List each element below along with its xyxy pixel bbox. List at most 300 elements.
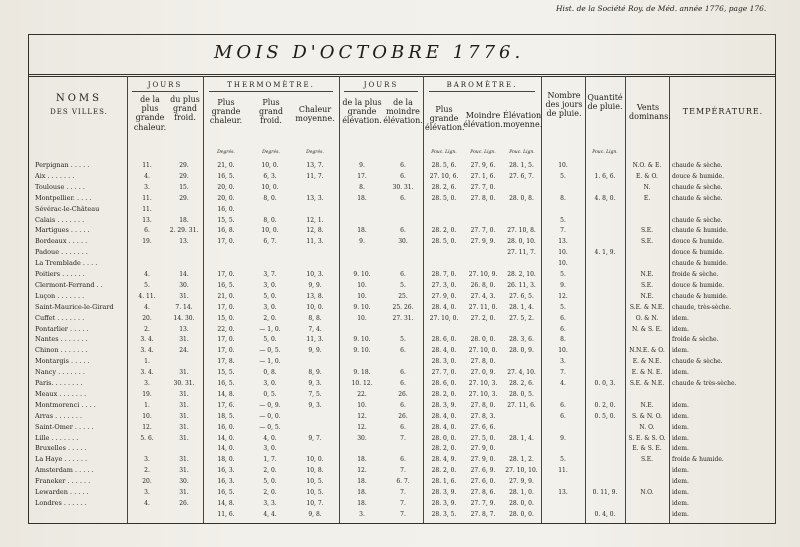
cell-tavg: 7, 5. <box>308 390 322 398</box>
cell-temp: douce & humide. <box>672 249 725 257</box>
cell-temp: froide & humide. <box>672 456 724 464</box>
cell-bmin: 27. 10, 0. <box>468 347 498 355</box>
cell-b1: 9. 10. <box>353 303 371 311</box>
cell-bmax <box>424 248 464 257</box>
title-rule-double <box>29 76 775 77</box>
cell-tmin: — 0, 0. <box>259 412 281 420</box>
cell-tavg <box>293 412 337 421</box>
page-title: MOIS D'OCTOBRE 1776. <box>214 42 525 63</box>
cell-wind: N.E. <box>640 271 654 278</box>
cell-tavg <box>293 183 337 192</box>
baro-col1-header: Plus grande élévation. <box>425 105 465 133</box>
cell-bmin: 27. 9, 9. <box>470 238 496 246</box>
cell-bavg <box>502 325 541 334</box>
cell-bavg: 27. 6, 5. <box>509 292 534 300</box>
cell-tmax: 16, 5. <box>217 281 235 289</box>
cell-qty: 0. 5, 0. <box>594 412 616 420</box>
cell-j2: 31. <box>179 456 189 464</box>
cell-j2: 30. <box>179 281 189 289</box>
cell-tmin <box>249 259 291 268</box>
cell-b2: 6. <box>400 380 406 387</box>
cell-j2 <box>166 248 202 257</box>
cell-j1: 3. <box>144 380 150 387</box>
cell-b2 <box>383 205 423 214</box>
unit-label: Pouc. Lign. <box>470 150 496 155</box>
cell-name: Londres . . . . . . <box>35 498 87 507</box>
cell-b2: 7. <box>400 510 406 518</box>
cell-temp: douce & humide. <box>672 238 725 246</box>
cell-name: Toulouse . . . . . <box>35 182 85 191</box>
cell-temp: chaude & sèche. <box>672 183 723 191</box>
cell-j1 <box>129 248 165 257</box>
cell-bmax: 28. 3, 9. <box>431 489 457 496</box>
cell-b2 <box>383 259 423 268</box>
cell-rain: 6. <box>560 325 566 333</box>
cell-b2: 26. <box>398 390 408 398</box>
cell-qty <box>586 477 624 486</box>
cell-tmax: 16, 8. <box>217 227 235 235</box>
thermo-col2-header: Plus grand froid. <box>259 98 283 126</box>
cell-b1 <box>340 444 384 453</box>
cell-tmax: 14, 8. <box>217 390 235 398</box>
cell-bmax: 28. 4, 0. <box>431 412 457 420</box>
cell-temp: froide & sèche. <box>672 336 719 344</box>
cell-rain <box>543 444 583 453</box>
cell-j1: 3. 4. <box>140 369 154 377</box>
cell-qty <box>586 357 624 366</box>
title-rule <box>29 74 775 75</box>
cell-bmax: 28. 5, 0. <box>431 194 457 202</box>
cell-tmin <box>249 205 291 214</box>
cell-tavg: 8, 8. <box>308 314 322 322</box>
cell-name: Saint-Maurice-le-Girard <box>35 302 114 311</box>
cell-qty <box>586 499 624 508</box>
cell-b1: 9. 10. <box>353 271 371 278</box>
cell-bmin: 27. 10, 3. <box>468 380 498 387</box>
cell-bavg <box>502 412 541 421</box>
cell-qty <box>586 434 624 443</box>
cell-bavg: 28. 2, 10. <box>507 271 536 278</box>
cell-tmax: 18, 0. <box>217 456 235 464</box>
cell-qty <box>586 444 624 453</box>
cell-bmin: 27. 7, 0. <box>470 227 496 235</box>
cell-temp: idem. <box>672 325 689 333</box>
cell-tmin: 10, 0. <box>261 227 279 235</box>
cell-bmax: 28. 2, 0. <box>431 390 457 398</box>
cell-j2: 31. <box>179 401 189 409</box>
cell-temp: idem. <box>672 423 689 431</box>
cell-b2: 6. <box>400 172 406 180</box>
cell-tmin: 2, 0. <box>263 489 277 496</box>
cell-b1: 3. <box>359 510 365 518</box>
cell-j1: 4. <box>144 172 150 180</box>
cell-j2: 13. <box>179 325 189 333</box>
cell-tmin: — 0, 5. <box>259 347 281 355</box>
table-row <box>29 183 775 192</box>
cell-bmin <box>463 216 503 225</box>
cell-temp: idem. <box>672 369 689 377</box>
cell-bmax: 27. 10, 0. <box>429 314 459 322</box>
cell-tmin: 3, 0. <box>263 445 277 453</box>
table-row <box>29 314 775 323</box>
cell-qty <box>586 303 624 312</box>
cell-tavg: 9, 8. <box>308 510 322 518</box>
cell-rain: 13. <box>558 489 568 496</box>
cell-j2: 13. <box>179 238 189 246</box>
cell-j2: 24. <box>179 347 189 355</box>
cell-tmin: 5, 0. <box>263 478 277 486</box>
cell-bmax: 28. 7, 0. <box>431 271 457 278</box>
cell-j2: 29. <box>179 194 189 202</box>
cell-name: La Tremblade . . . . <box>35 259 98 268</box>
group-rule <box>344 91 418 92</box>
cell-wind: S. & N. O. <box>631 412 663 420</box>
cell-temp: chaude & humide. <box>672 227 728 235</box>
cell-j1: 11. <box>142 194 152 202</box>
cell-rain <box>543 183 583 192</box>
cell-b2: 25. 26. <box>392 303 414 311</box>
cell-bmin: 27. 10, 9. <box>468 271 498 278</box>
cell-bmax: 28. 6, 0. <box>431 336 457 344</box>
cell-bmax: 27. 3, 0. <box>431 281 457 289</box>
cell-rain: 8. <box>560 336 566 344</box>
cell-wind: N. & S. E. <box>632 325 662 333</box>
cell-bavg: 27. 11, 7. <box>507 249 536 257</box>
cell-name: Lille . . . . . . . <box>35 433 79 442</box>
cell-bmax: 28. 3, 9. <box>431 499 457 507</box>
cell-j2 <box>166 205 202 214</box>
cell-b2: 7. <box>400 499 406 507</box>
cell-qty <box>586 292 624 301</box>
cell-rain: 6. <box>560 314 566 322</box>
table-row <box>29 390 775 399</box>
cell-rain: 5. <box>560 271 566 278</box>
cell-name: Martigues . . . . . <box>35 226 90 235</box>
jours2-col2-header: de la moindre élévation. <box>383 98 423 126</box>
cell-rain: 6. <box>560 412 566 420</box>
cell-tavg <box>293 259 337 268</box>
cell-name: Chinon . . . . . . . <box>35 346 88 355</box>
cell-tavg: 10, 5. <box>306 478 324 486</box>
cell-wind <box>626 510 668 519</box>
cell-name: Aix . . . . . . . <box>35 171 75 180</box>
cell-tavg <box>293 205 337 214</box>
cell-bavg <box>502 205 541 214</box>
cell-bavg: 28. 1, 0. <box>509 489 534 496</box>
unit-label: Pouc. Lign. <box>509 150 535 155</box>
table-row <box>29 226 775 235</box>
baro-col2-header: Moindre élévation. <box>463 111 503 130</box>
table-row <box>29 423 775 432</box>
cell-tavg: 11, 3. <box>306 336 324 344</box>
cell-bavg: 27. 9, 9. <box>509 478 534 486</box>
cell-j1: 4. <box>144 271 150 278</box>
cell-temp: chaude & sèche. <box>672 358 723 366</box>
cell-rain: 12. <box>558 292 568 300</box>
table-row <box>29 270 775 279</box>
cell-wind <box>626 466 668 475</box>
cell-rain: 5. <box>560 303 566 311</box>
cell-bmin: 27. 7, 0. <box>470 183 496 191</box>
table-row <box>29 455 775 464</box>
cell-j1: 5. 6. <box>140 434 154 442</box>
cell-name: Bordeaux . . . . . <box>35 237 88 246</box>
cell-tavg: 10, 0. <box>306 303 324 311</box>
cell-name: Nancy . . . . . . . <box>35 368 85 377</box>
cell-bmin: 27. 8, 6. <box>470 489 496 496</box>
cell-wind <box>626 205 668 214</box>
cell-j2: 31. <box>179 489 189 496</box>
cell-j2: 14. 30. <box>173 314 195 322</box>
cell-bmin: 27. 11, 0. <box>468 303 498 311</box>
cell-tmax: 17, 0. <box>217 303 235 311</box>
names-header <box>39 93 119 116</box>
cell-qty <box>586 335 624 344</box>
cell-bmax: 28. 2, 0. <box>431 227 457 235</box>
cell-j1: 1. <box>144 358 150 366</box>
cell-qty <box>586 270 624 279</box>
cell-temp <box>672 390 774 399</box>
cell-bavg <box>502 423 541 432</box>
cell-bavg: 27. 5, 2. <box>509 314 534 322</box>
cell-temp: chaude & très-sèche. <box>672 380 737 387</box>
cell-bavg: 27. 11, 6. <box>507 401 536 409</box>
cell-j1: 3. <box>144 489 150 496</box>
cell-bmin: 27. 8, 0. <box>470 401 496 409</box>
cell-bavg: 28. 1, 4. <box>509 303 534 311</box>
cell-tavg <box>293 248 337 257</box>
cell-temp <box>672 205 774 214</box>
cell-bmax: 28. 2, 0. <box>431 445 457 453</box>
cell-wind: N.O. <box>640 489 654 496</box>
cell-qty <box>586 325 624 334</box>
cell-name: Montargis . . . . . <box>35 357 90 366</box>
cell-b1: 18. <box>357 478 367 486</box>
jours1-group-header: JOURS <box>147 81 183 89</box>
cell-tmax: 20, 0. <box>217 194 235 202</box>
cell-b2: 7. <box>400 489 406 496</box>
cell-bavg: 27. 6, 7. <box>509 172 534 180</box>
cell-b2 <box>383 216 423 225</box>
cell-rain <box>543 390 583 399</box>
cell-tavg: 9, 9. <box>308 281 322 289</box>
cell-qty <box>586 314 624 323</box>
cell-tmax: 16, 3. <box>217 478 235 486</box>
cell-b1: 18. <box>357 227 367 235</box>
cell-bmin: 27. 8, 7. <box>470 510 496 518</box>
cell-bmax: 28. 4, 9. <box>431 456 457 464</box>
cell-wind: E. & O. <box>636 172 658 180</box>
cell-tmax <box>205 259 247 268</box>
cell-b1: 10. <box>357 314 367 322</box>
cell-j2: 31. <box>179 390 189 398</box>
unit-label: Degrés. <box>262 150 280 155</box>
cell-b1: 18. <box>357 489 367 496</box>
cell-tmax: 18, 5. <box>217 412 235 420</box>
cell-tavg <box>293 423 337 432</box>
cell-tavg: 7, 4. <box>308 325 322 333</box>
cell-tavg: 11, 3. <box>306 238 324 246</box>
table-row <box>29 444 775 453</box>
cell-wind: S.E. <box>640 281 654 289</box>
cell-j1: 3. 4. <box>140 347 154 355</box>
cell-tmin: 2, 0. <box>263 314 277 322</box>
cell-bmin: 27. 1, 6. <box>470 172 496 180</box>
cell-b2 <box>383 444 423 453</box>
cell-tavg: 8, 9. <box>308 369 322 377</box>
cell-tavg: 9, 9. <box>308 347 322 355</box>
cell-temp: idem. <box>672 314 689 322</box>
cell-j2: 26. <box>179 499 189 507</box>
cell-bavg: 28. 1, 4. <box>509 434 534 442</box>
table-row <box>29 335 775 344</box>
cell-b2 <box>383 357 423 366</box>
cell-rain: 7. <box>560 227 566 235</box>
cell-wind: N.E. <box>640 292 654 300</box>
cell-b2: 6. <box>400 423 406 431</box>
cell-tmin: 0, 5. <box>263 390 277 398</box>
barometer-group-header: BAROMÈTRE. <box>446 81 518 89</box>
cell-name: Nantes . . . . . . . <box>35 335 88 344</box>
cell-bavg: 28. 0, 9. <box>509 347 534 355</box>
cell-name: Lewarden . . . . . <box>35 488 89 496</box>
cell-bmax: 28. 0, 0. <box>431 434 457 442</box>
cell-tmax: 17, 0. <box>217 271 235 278</box>
cell-b1: 12. <box>357 467 367 475</box>
cell-bavg <box>502 216 541 225</box>
cell-bmin: 28. 0, 0. <box>470 336 496 344</box>
cell-j2: 7. 14. <box>175 303 193 311</box>
cell-bavg: 27. 10, 10. <box>505 467 538 475</box>
cell-tavg: 11, 7. <box>306 172 324 180</box>
cell-bmax: 28. 3, 5. <box>431 510 457 518</box>
cell-rain <box>543 477 583 486</box>
cell-tmax: 15, 5. <box>217 216 235 224</box>
cell-tmin: 4, 4. <box>263 510 277 518</box>
table-row <box>29 412 775 421</box>
cell-bavg: 28. 0, 5. <box>509 390 534 398</box>
thermometer-group-header: THERMOMÈTRE. <box>227 81 315 89</box>
table-row <box>29 172 775 181</box>
cell-b1 <box>340 259 384 268</box>
cell-tmin: 10, 0. <box>261 162 279 169</box>
cell-wind: O. & N. <box>635 314 659 322</box>
cell-tavg: 10, 0. <box>306 456 324 464</box>
cell-b1: 18. <box>357 456 367 464</box>
table-row <box>29 488 775 497</box>
cell-tavg: 9, 3. <box>308 380 322 387</box>
cell-wind: S.E. <box>640 227 654 235</box>
cell-tmin: 8, 0. <box>263 194 277 202</box>
cell-b1 <box>340 205 384 214</box>
cell-qty <box>586 368 624 377</box>
temperature-header: TEMPÉRATURE. <box>682 107 764 116</box>
table-row <box>29 401 775 410</box>
cell-b2: 25. <box>398 292 408 300</box>
cell-j2 <box>166 259 202 268</box>
cell-qty: 0. 11, 9. <box>592 489 618 496</box>
rain-days-header: Nombre des jours de pluie. <box>545 91 583 119</box>
cell-qty <box>586 346 624 355</box>
table-row <box>29 237 775 246</box>
cell-qty: 0. 0, 3. <box>594 380 616 387</box>
cell-j1: 11. <box>142 162 152 169</box>
cell-tavg: 10, 8. <box>306 467 324 475</box>
cell-temp: idem. <box>672 499 689 507</box>
cell-j2: 31. <box>179 292 189 300</box>
cell-bmax: 28. 2, 6. <box>431 183 457 191</box>
cell-qty <box>586 216 624 225</box>
cell-b1: 12. <box>357 412 367 420</box>
cell-b2: 7. <box>400 434 406 442</box>
cell-name: Arras . . . . . . . <box>35 411 83 420</box>
cell-bmax <box>424 216 464 225</box>
cell-b1 <box>340 248 384 257</box>
cell-name: Paris. . . . . . . . <box>35 379 83 387</box>
cell-bavg <box>502 444 541 453</box>
cell-j1: 12. <box>142 423 152 431</box>
cell-bavg: 28. 0, 10. <box>507 238 536 246</box>
cell-j1: 20. <box>142 314 152 322</box>
cell-b1: 8. <box>359 183 365 191</box>
cell-temp: idem. <box>672 510 689 518</box>
cell-j1: 10. <box>142 412 152 420</box>
cell-j1: 2. <box>144 467 150 475</box>
cell-j2: 15. <box>179 183 189 191</box>
cell-j2 <box>166 444 202 453</box>
cell-rain: 10. <box>558 260 568 268</box>
cell-rain: 9. <box>560 281 566 289</box>
cell-b2: 6. <box>400 162 406 169</box>
cell-tavg: 10, 5. <box>306 489 324 496</box>
cell-bmax: 28. 5, 6. <box>431 162 457 169</box>
cell-b1: 10. <box>357 401 367 409</box>
cell-b1: 9. 10. <box>353 336 371 344</box>
cell-tmax: 21, 0. <box>217 162 235 169</box>
cell-bavg: 27. 10, 8. <box>507 227 536 235</box>
names-header-line1: NOMS <box>55 93 103 104</box>
cell-tmax: 17, 0. <box>217 347 235 355</box>
cell-bmin: 27. 8, 3. <box>470 412 496 420</box>
cell-name: Luçon . . . . . . . <box>35 291 85 300</box>
cell-tmin: 5, 0. <box>263 336 277 344</box>
cell-bmax: 28. 1, 6. <box>431 478 457 486</box>
table-row <box>29 477 775 486</box>
cell-tmax: 17, 6. <box>217 401 235 409</box>
cell-tmin <box>249 248 291 257</box>
cell-j2: 31. <box>179 423 189 431</box>
cell-bavg: 28. 2, 6. <box>509 380 534 387</box>
cell-tmin: 3, 0. <box>263 303 277 311</box>
cell-b1: 22. <box>357 390 367 398</box>
cell-wind <box>626 477 668 486</box>
cell-name: Franeker . . . . . . <box>35 477 91 486</box>
cell-j1 <box>129 510 165 519</box>
cell-temp: chaude & sèche. <box>672 162 723 169</box>
group-rule <box>209 91 333 92</box>
cell-j2: 31. <box>179 467 189 475</box>
cell-rain: 5. <box>560 172 566 180</box>
cell-wind: N.N.E. & O. <box>629 347 665 355</box>
cell-b1: 9. <box>359 238 365 246</box>
table-row <box>29 194 775 203</box>
cell-wind: S.E. <box>640 456 654 464</box>
rain-quantity-header: Quantité de pluie. <box>587 93 623 112</box>
cell-j2: 31. <box>179 434 189 442</box>
table-frame <box>28 34 776 524</box>
cell-j2: 29. <box>179 172 189 180</box>
cell-tmax: 11, 6. <box>217 510 235 518</box>
